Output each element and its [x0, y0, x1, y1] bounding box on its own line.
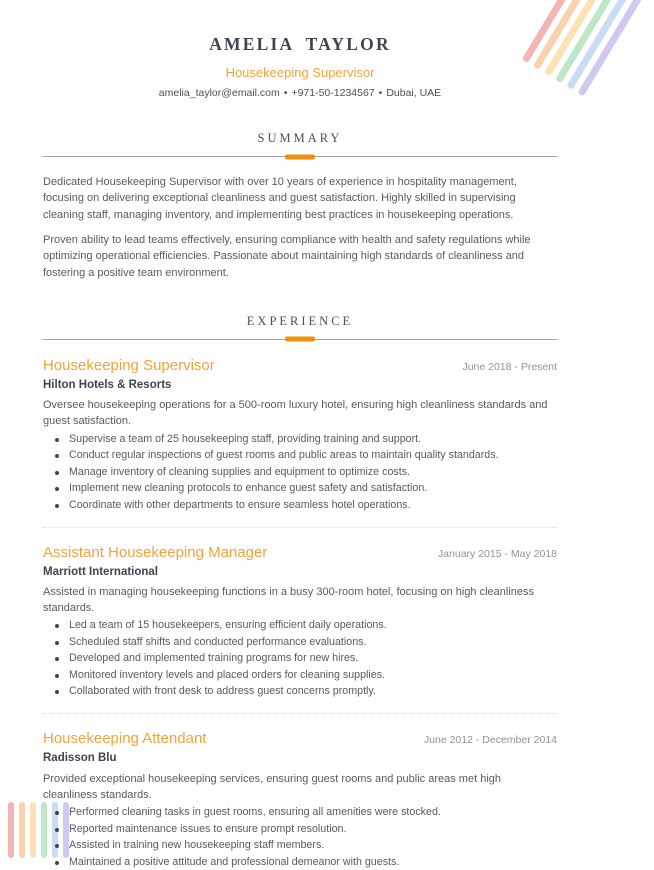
- job-company: Radisson Blu: [43, 752, 117, 765]
- job-company: Marriott International: [43, 565, 159, 578]
- summary-section: [43, 131, 557, 281]
- job-bullet: Reported maintenance issues to ensure prompt resolution.: [43, 823, 557, 837]
- contact-separator-dot: •: [378, 86, 383, 99]
- job-bullet: Collaborated with front desk to address guest concerns promptly.: [43, 685, 557, 699]
- pastel-stripe: [19, 802, 25, 858]
- section-divider-line: [43, 156, 557, 157]
- job-description: Provided exceptional housekeeping services, ensuring guest rooms and public areas met high cleanliness standards.: [43, 772, 501, 801]
- pastel-stripe: [8, 802, 14, 858]
- summary-paragraph-2: Proven ability to lead teams effectively, ensuring compliance with health and safety regulations while optimizing operational efficiencies. Passionate about maintaining high standards of cleanliness and fostering a positive team environment.: [43, 233, 531, 279]
- section-divider-line: [43, 339, 557, 340]
- job-dates: June 2018 - Present: [462, 360, 557, 373]
- job-bullet: Monitored inventory levels and placed orders for cleaning supplies.: [43, 669, 557, 683]
- job-description: Oversee housekeeping operations for a 500-room luxury hotel, ensuring high cleanliness standards and guest satisfaction.: [43, 399, 548, 428]
- pastel-stripe: [30, 802, 36, 858]
- job-bullet: Assisted in training new housekeeping staff members.: [43, 839, 557, 853]
- job-title: Housekeeping Supervisor: [43, 356, 215, 374]
- job-bullet: Conduct regular inspections of guest rooms and public areas to maintain quality standards.: [43, 449, 557, 463]
- job-dates: January 2015 - May 2018: [437, 547, 557, 560]
- summary-paragraph-1: Dedicated Housekeeping Supervisor with over 10 years of experience in hospitality management, focusing on delivering exceptional cleanliness and guest satisfaction. Highly skilled in supervising cleaning staff, managing inventory, and implementing best practices in housekeeping operations.: [43, 176, 517, 221]
- job-title-row: [43, 544, 557, 562]
- contact-line: [43, 87, 557, 100]
- job-title: Assistant Housekeeping Manager: [43, 543, 268, 561]
- job-bullet-list: [43, 619, 557, 699]
- contact-phone: +971-50-1234567: [291, 86, 375, 99]
- job-bullet: Implement new cleaning protocols to enhance guest safety and satisfaction.: [43, 482, 557, 496]
- job-separator: [43, 713, 557, 714]
- job-bullet: Maintained a positive attitude and professional demeanor with guests.: [43, 856, 557, 870]
- job-bullet-list: [43, 806, 557, 869]
- job-title-row: [43, 730, 557, 748]
- resume-header: [43, 0, 557, 99]
- job-entry-1: [43, 357, 557, 513]
- candidate-job-title: Housekeeping Supervisor: [225, 65, 375, 80]
- candidate-name: AMELIA TAYLOR: [209, 34, 391, 54]
- job-entry-3: [43, 730, 557, 869]
- contact-email: amelia_taylor@email.com: [158, 86, 280, 99]
- contact-location: Dubai, UAE: [386, 86, 442, 99]
- divider-accent-bar: [285, 154, 315, 159]
- experience-heading: EXPERIENCE: [246, 313, 354, 328]
- job-bullet: Manage inventory of cleaning supplies and equipment to optimize costs.: [43, 466, 557, 480]
- job-bullet-list: [43, 433, 557, 513]
- job-entry-2: [43, 544, 557, 700]
- job-separator: [43, 527, 557, 528]
- job-title-row: [43, 357, 557, 375]
- summary-heading: SUMMARY: [257, 131, 343, 146]
- job-bullet: Led a team of 15 housekeepers, ensuring efficient daily operations.: [43, 619, 557, 633]
- job-bullet: Supervise a team of 25 housekeeping staff, providing training and support.: [43, 433, 557, 447]
- job-description: Assisted in managing housekeeping functions in a busy 300-room hotel, focusing on high cleanliness standards.: [43, 585, 535, 614]
- contact-separator-dot: •: [283, 86, 288, 99]
- job-bullet: Coordinate with other departments to ensure seamless hotel operations.: [43, 499, 557, 513]
- job-title: Housekeeping Attendant: [43, 730, 207, 748]
- divider-accent-bar: [285, 337, 315, 342]
- job-bullet: Developed and implemented training programs for new hires.: [43, 652, 557, 666]
- job-dates: June 2012 - December 2014: [423, 734, 557, 747]
- experience-section: [43, 314, 557, 870]
- job-company: Hilton Hotels & Resorts: [43, 378, 172, 391]
- job-bullet: Scheduled staff shifts and conducted performance evaluations.: [43, 636, 557, 650]
- job-bullet: Performed cleaning tasks in guest rooms, ensuring all amenities were stocked.: [43, 806, 557, 820]
